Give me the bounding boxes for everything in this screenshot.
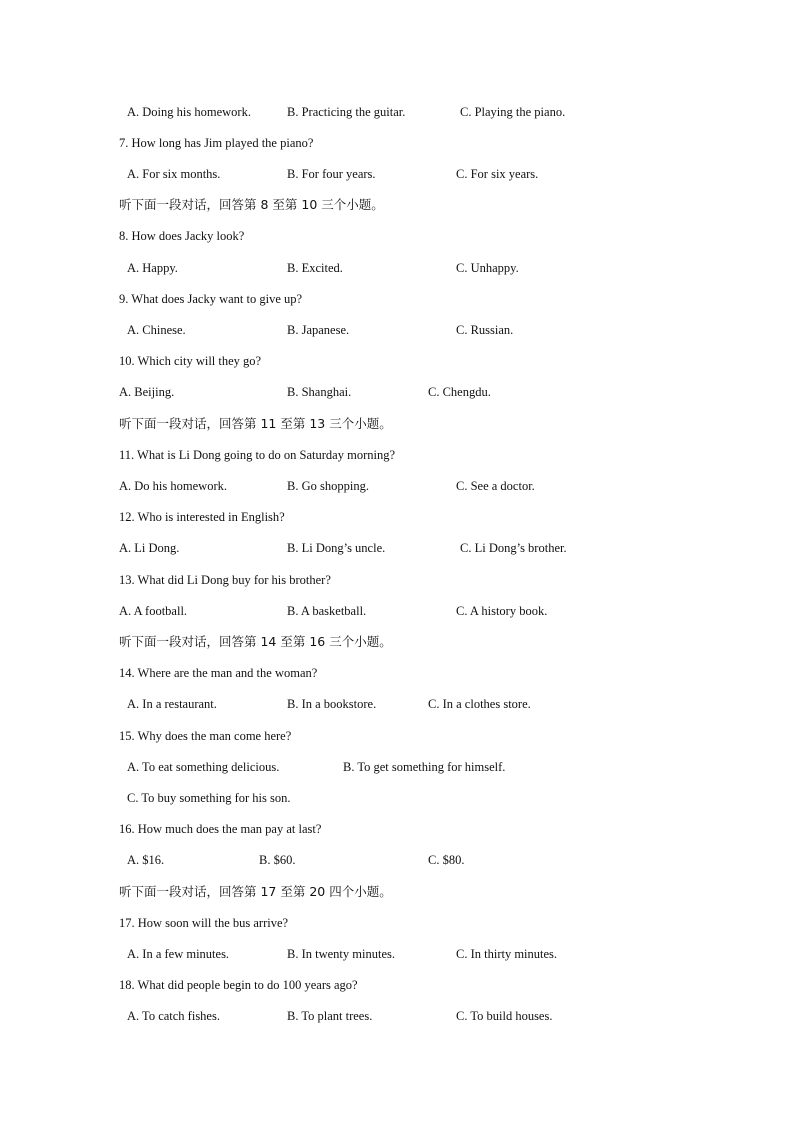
section-instruction: 听下面一段对话，回答第 8 至第 10 三个小题。 — [119, 197, 384, 212]
answer-option: C. Unhappy. — [456, 261, 519, 275]
answer-option: B. For four years. — [287, 167, 376, 181]
answer-option: B. Li Dong’s uncle. — [287, 541, 386, 555]
options-row — [0, 322, 794, 338]
answer-option: A. Doing his homework. — [127, 105, 251, 119]
question-text: 18. What did people begin to do 100 years ago? — [119, 978, 358, 992]
answer-option: B. Practicing the guitar. — [287, 105, 406, 119]
options-row — [0, 759, 794, 775]
answer-option: A. Do his homework. — [119, 479, 227, 493]
options-row — [0, 696, 794, 712]
answer-option: A. Beijing. — [119, 385, 175, 399]
question-text: 14. Where are the man and the woman? — [119, 666, 318, 680]
answer-option: A. $16. — [127, 853, 165, 867]
answer-option: C. Russian. — [456, 323, 514, 337]
answer-option: B. Excited. — [287, 261, 343, 275]
question-text: 10. Which city will they go? — [119, 354, 262, 368]
answer-option: C. In thirty minutes. — [456, 947, 558, 961]
answer-option: B. To plant trees. — [287, 1009, 373, 1023]
question-text: 8. How does Jacky look? — [119, 229, 245, 243]
answer-option: C. Chengdu. — [428, 385, 491, 399]
options-row — [0, 478, 794, 494]
section-instruction: 听下面一段对话，回答第 14 至第 16 三个小题。 — [119, 634, 392, 649]
question-text: 16. How much does the man pay at last? — [119, 822, 322, 836]
answer-option: B. $60. — [259, 853, 296, 867]
question-text: 11. What is Li Dong going to do on Saturday morning? — [119, 448, 396, 462]
options-row — [0, 946, 794, 962]
answer-option: C. Playing the piano. — [460, 105, 566, 119]
answer-option: A. Happy. — [127, 261, 178, 275]
answer-option: C. In a clothes store. — [428, 697, 531, 711]
answer-option: B. In twenty minutes. — [287, 947, 395, 961]
options-row — [0, 104, 794, 120]
question-text: 17. How soon will the bus arrive? — [119, 916, 289, 930]
options-row — [0, 852, 794, 868]
answer-option: B. To get something for himself. — [343, 760, 506, 774]
options-row — [0, 1008, 794, 1024]
answer-option: A. A football. — [119, 604, 188, 618]
answer-option: C. To buy something for his son. — [127, 791, 291, 805]
question-text: 15. Why does the man come here? — [119, 729, 292, 743]
answer-option: B. A basketball. — [287, 604, 367, 618]
answer-option: A. To eat something delicious. — [127, 760, 280, 774]
options-row — [0, 790, 794, 806]
options-row — [0, 166, 794, 182]
answer-option: B. In a bookstore. — [287, 697, 377, 711]
answer-option: B. Shanghai. — [287, 385, 352, 399]
options-row — [0, 260, 794, 276]
answer-option: C. A history book. — [456, 604, 548, 618]
answer-option: A. In a restaurant. — [127, 697, 217, 711]
answer-option: B. Japanese. — [287, 323, 350, 337]
answer-option: C. To build houses. — [456, 1009, 553, 1023]
answer-option: B. Go shopping. — [287, 479, 369, 493]
options-row — [0, 384, 794, 400]
section-instruction: 听下面一段对话，回答第 17 至第 20 四个小题。 — [119, 884, 392, 899]
answer-option: A. To catch fishes. — [127, 1009, 220, 1023]
question-text: 9. What does Jacky want to give up? — [119, 292, 303, 306]
question-text: 13. What did Li Dong buy for his brother? — [119, 573, 331, 587]
answer-option: A. In a few minutes. — [127, 947, 230, 961]
answer-option: A. For six months. — [127, 167, 221, 181]
answer-option: A. Li Dong. — [119, 541, 180, 555]
answer-option: C. $80. — [428, 853, 465, 867]
options-row — [0, 540, 794, 556]
options-row — [0, 603, 794, 619]
section-instruction: 听下面一段对话，回答第 11 至第 13 三个小题。 — [119, 416, 392, 431]
question-text: 7. How long has Jim played the piano? — [119, 136, 314, 150]
question-text: 12. Who is interested in English? — [119, 510, 285, 524]
answer-option: C. Li Dong’s brother. — [460, 541, 567, 555]
answer-option: C. For six years. — [456, 167, 539, 181]
answer-option: A. Chinese. — [127, 323, 186, 337]
answer-option: C. See a doctor. — [456, 479, 535, 493]
